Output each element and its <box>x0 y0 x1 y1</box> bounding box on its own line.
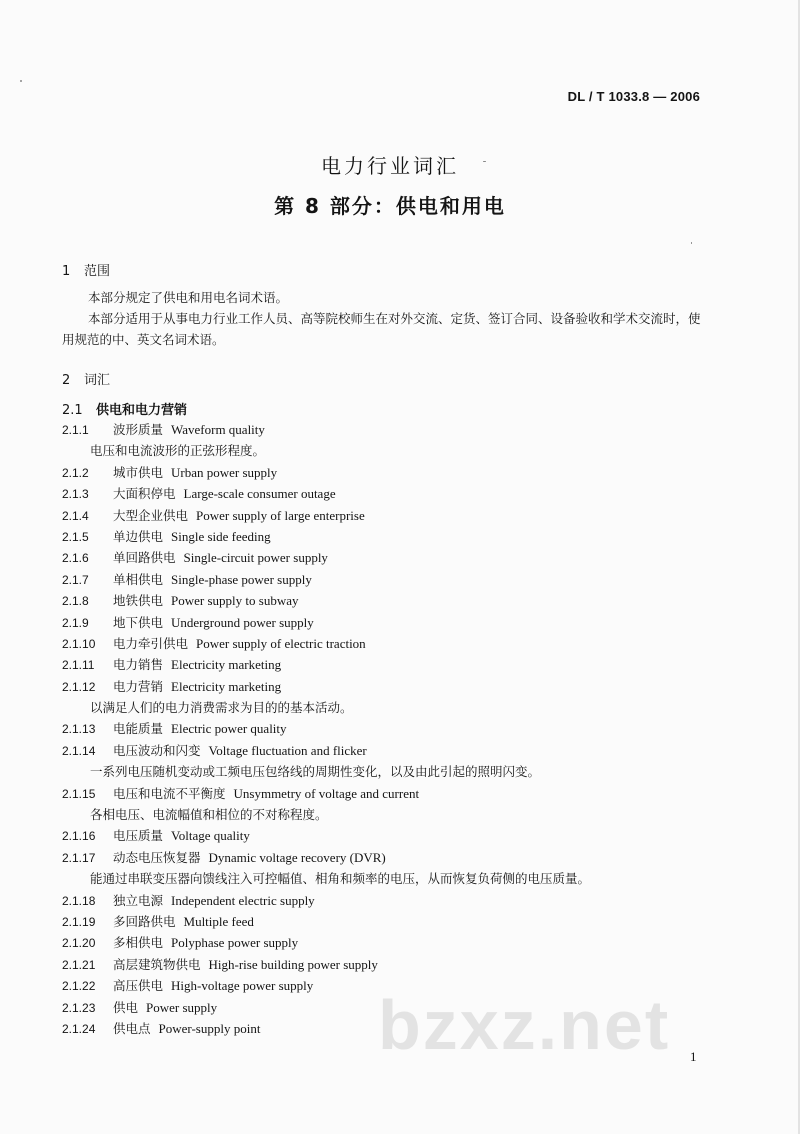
term-chinese: 供电点 <box>113 1020 151 1036</box>
term-number: 2.1.11 <box>62 658 95 673</box>
document-subtitle: 第 8 部分：供电和用电 <box>274 194 506 218</box>
term-english: Unsymmetry of voltage and current <box>233 785 420 801</box>
term-chinese: 单相供电 <box>113 571 164 587</box>
term-english: Multiple feed <box>183 913 254 929</box>
term-definition: 一系列电压随机变动或工频电压包络线的周期性变化，以及由此引起的照明闪变。 <box>90 764 541 780</box>
term-entry <box>62 633 722 654</box>
term-number: 2.1.7 <box>62 572 89 587</box>
term-entry <box>62 612 722 633</box>
document-title: 电力行业词汇 <box>321 154 459 178</box>
term-chinese: 电能质量 <box>113 721 164 737</box>
scope-paragraphs <box>62 287 712 350</box>
term-english: Electricity marketing <box>171 678 282 694</box>
term-entry <box>62 954 722 975</box>
term-number: 2.1.18 <box>62 893 96 908</box>
term-entry <box>62 590 722 611</box>
term-chinese: 动态电压恢复器 <box>113 849 201 865</box>
term-english: Large-scale consumer outage <box>183 486 336 502</box>
subsection-number: 2.1 <box>62 403 83 418</box>
term-number: 2.1.14 <box>62 743 96 758</box>
term-chinese: 多相供电 <box>113 935 164 951</box>
term-entry <box>62 547 722 568</box>
term-entry <box>62 890 722 911</box>
term-english: Single-phase power supply <box>171 571 312 587</box>
subsection-heading <box>62 399 187 418</box>
term-entry <box>62 462 722 483</box>
term-english: Power supply <box>146 999 218 1015</box>
term-number: 2.1.10 <box>62 636 96 651</box>
term-number: 2.1.21 <box>62 957 96 972</box>
term-english: Voltage quality <box>171 828 250 844</box>
paragraph: 本部分适用于从事电力行业工作人员、高等院校师生在对外交流、定货、签订合同、设备验收和学术交流时，使用规范的中、英文名词术语。 <box>62 311 701 347</box>
term-number: 2.1.17 <box>62 850 96 865</box>
term-number: 2.1.23 <box>62 1000 96 1015</box>
term-english: Urban power supply <box>171 464 278 480</box>
term-entry <box>62 825 722 846</box>
term-english: Polyphase power supply <box>171 935 299 951</box>
term-chinese: 高压供电 <box>113 978 164 994</box>
term-entry <box>62 932 722 953</box>
term-english: Waveform quality <box>171 422 265 437</box>
scan-speck <box>691 242 692 244</box>
term-entry <box>62 676 722 697</box>
term-english: High-rise building power supply <box>208 956 378 972</box>
term-entry <box>62 911 722 932</box>
section-heading-scope <box>62 260 110 279</box>
term-number: 2.1.6 <box>62 551 89 566</box>
subsection-title: 供电和电力营销 <box>96 403 188 418</box>
term-number: 2.1.20 <box>62 936 96 951</box>
term-english: Power-supply point <box>158 1020 261 1036</box>
page-number: 1 <box>690 1049 697 1064</box>
term-number: 2.1.3 <box>62 487 89 502</box>
term-entry <box>62 740 722 761</box>
term-english: High-voltage power supply <box>171 978 314 994</box>
section-heading-vocab <box>62 369 110 388</box>
section-number: 2 <box>62 373 71 388</box>
term-chinese: 电力营销 <box>113 678 164 694</box>
term-number: 2.1.5 <box>62 529 89 544</box>
term-number: 2.1.24 <box>62 1021 96 1036</box>
term-chinese: 电压质量 <box>113 828 164 844</box>
term-entry <box>62 783 722 804</box>
term-entry <box>62 569 722 590</box>
term-number: 2.1.13 <box>62 722 96 737</box>
scan-speck <box>20 80 22 82</box>
term-chinese: 大面积停电 <box>113 486 176 502</box>
term-chinese: 电力销售 <box>113 657 164 673</box>
section-number: 1 <box>62 264 71 279</box>
term-chinese: 单回路供电 <box>113 550 176 566</box>
term-english: Single-circuit power supply <box>183 550 328 566</box>
term-english: Electricity marketing <box>171 657 282 673</box>
term-entry <box>62 847 722 868</box>
term-chinese: 电力牵引供电 <box>113 635 189 651</box>
section-title: 词汇 <box>84 373 111 388</box>
term-list <box>62 419 722 1039</box>
term-english: Power supply of large enterprise <box>196 507 365 523</box>
term-chinese: 电压和电流不平衡度 <box>113 785 226 801</box>
term-number: 2.1.22 <box>62 979 96 994</box>
term-chinese: 高层建筑物供电 <box>113 956 201 972</box>
term-english: Independent electric supply <box>171 892 315 908</box>
term-english: Power supply of electric traction <box>196 635 366 651</box>
watermark: bzxz.net <box>378 986 671 1064</box>
term-chinese: 波形质量 <box>113 422 164 437</box>
term-english: Underground power supply <box>171 614 314 630</box>
term-definition: 各相电压、电流幅值和相位的不对称程度。 <box>90 807 328 823</box>
term-chinese: 单边供电 <box>113 528 164 544</box>
standard-number: DL / T 1033.8 — 2006 <box>567 89 700 104</box>
term-chinese: 多回路供电 <box>113 913 176 929</box>
term-number: 2.1.1 <box>62 423 89 437</box>
term-entry <box>62 419 722 440</box>
term-entry <box>62 654 722 675</box>
term-chinese: 大型企业供电 <box>113 507 189 523</box>
term-number: 2.1.16 <box>62 829 96 844</box>
term-entry <box>62 505 722 526</box>
paragraph: 本部分规定了供电和用电名词术语。 <box>88 290 289 305</box>
term-number: 2.1.15 <box>62 786 96 801</box>
term-number: 2.1.12 <box>62 679 96 694</box>
term-chinese: 城市供电 <box>113 464 164 480</box>
term-number: 2.1.8 <box>62 594 89 609</box>
term-definition: 能通过串联变压器向馈线注入可控幅值、相角和频率的电压，从而恢复负荷侧的电压质量。 <box>90 871 591 887</box>
term-chinese: 独立电源 <box>113 892 164 908</box>
term-chinese: 供电 <box>113 999 139 1015</box>
term-number: 2.1.2 <box>62 465 89 480</box>
term-definition: 电压和电流波形的正弦形程度。 <box>90 443 266 459</box>
term-english: Power supply to subway <box>171 593 299 609</box>
term-entry <box>62 526 722 547</box>
term-chinese: 地铁供电 <box>113 593 164 609</box>
term-english: Voltage fluctuation and flicker <box>208 742 367 758</box>
term-number: 2.1.19 <box>62 914 96 929</box>
term-chinese: 地下供电 <box>113 614 164 630</box>
term-entry <box>62 483 722 504</box>
term-entry <box>62 718 722 739</box>
term-english: Dynamic voltage recovery (DVR) <box>208 849 386 865</box>
term-number: 2.1.9 <box>62 615 89 630</box>
term-english: Single side feeding <box>171 528 271 544</box>
term-number: 2.1.4 <box>62 508 89 523</box>
term-definition: 以满足人们的电力消费需求为目的的基本活动。 <box>90 700 353 716</box>
term-english: Electric power quality <box>171 721 287 737</box>
term-chinese: 电压波动和闪变 <box>113 742 201 758</box>
section-title: 范围 <box>84 264 111 279</box>
